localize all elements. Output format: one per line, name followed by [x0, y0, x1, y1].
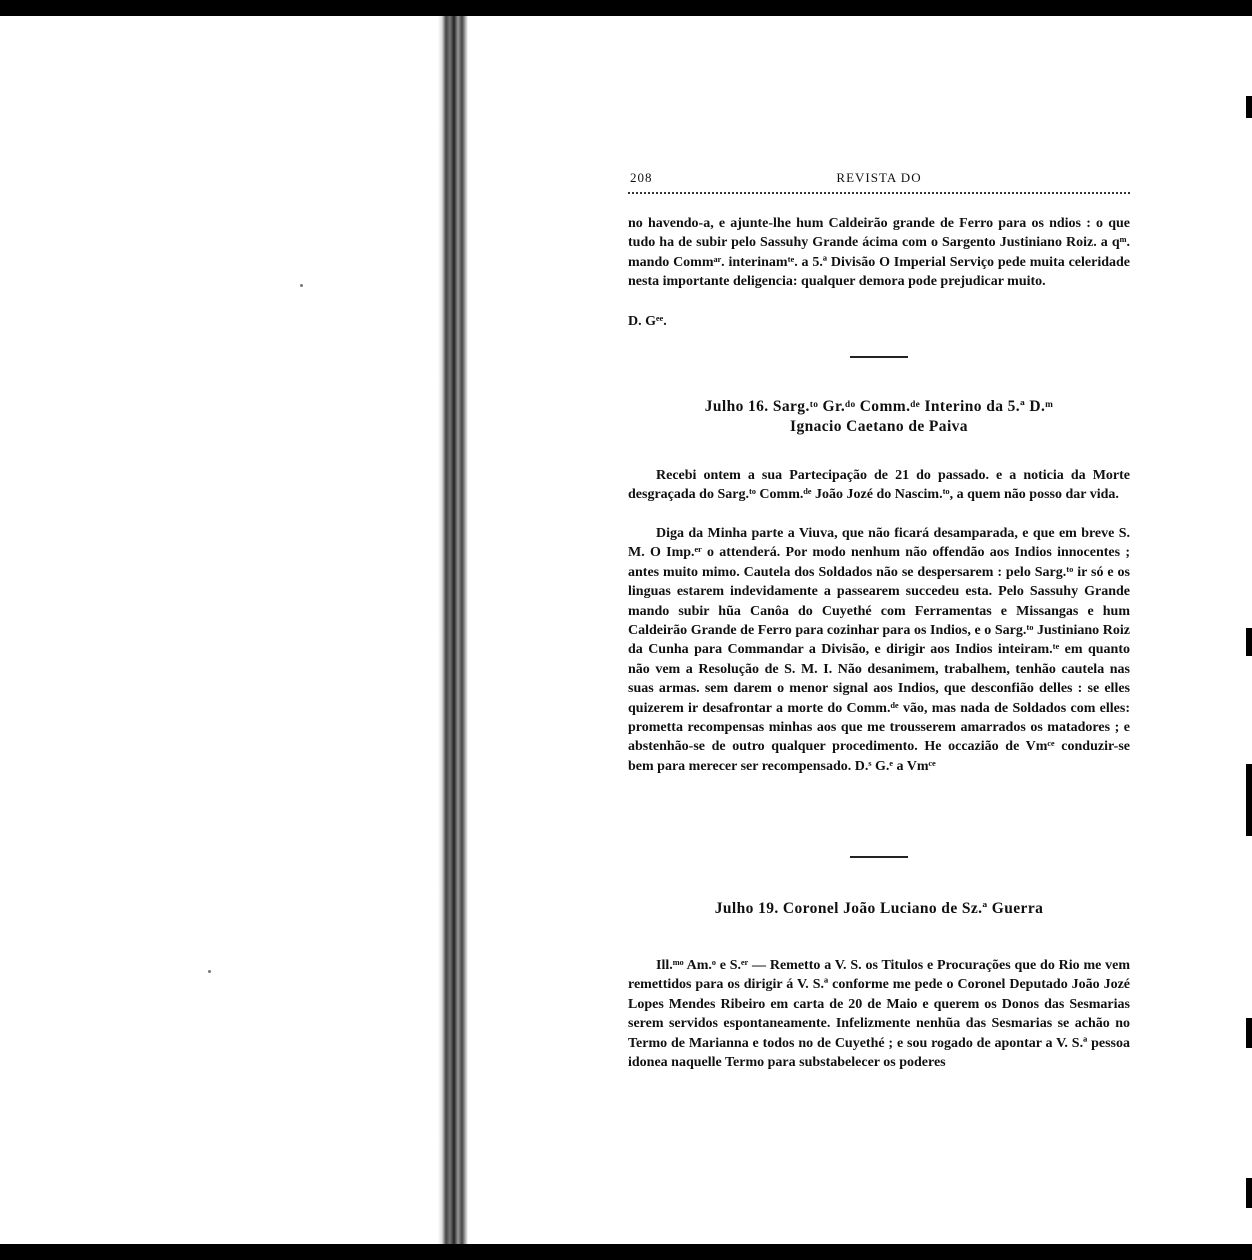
letter-1-signature: D. Gᵉᵉ.: [628, 314, 667, 329]
book-gutter: [438, 16, 468, 1244]
letter-2-heading-line-2: Ignacio Caetano de Paiva: [790, 418, 968, 435]
section-separator: [850, 856, 908, 858]
letter-2-paragraph: Diga da Minha parte a Viuva, que não ficará desamparada, e que em breve S. M. O Imp.ᵉʳ o attenderá. Por modo nenhum não offendão aos Indios innocentes ; antes muito mimo. Cautela dos Soldados não se despersarem : pelo Sarg.ᵗᵒ ir só e os linguas estarem indevidamente a passearem succedeu esta. Pelo Sassuhy Grande mando subir hũa Canôa do Cuyethé com Ferramentas e Missangas e hum Caldeirão Grande de Ferro para cozinhar para os Indios, e o Sarg.ᵗᵒ Justiniano Roiz da Cunha para Commandar a Divisão, e dirigir aos Indios inteiram.ᵗᵉ em quanto não vem a Resolução de S. M. I. Não desanimem, trabalhem, tenhão cautela nas suas armas. sem darem o menor signal aos Indios, que desconfião delles : se elles quizerem ir desafrontar a morte do Comm.ᵈᵉ vão, mas nada de Soldados com elles: prometta recompensas minhas aos que me trousserem amarrados os matadores ; e abstenhão-se de outro qualquer procedimento. He occazião de Vmᶜᵉ conduzir-se bem para merecer ser recompensado. D.ˢ G.ᵉ a Vmᶜᵉ: [628, 526, 1130, 774]
letter-2-paragraph: Recebi ontem a sua Partecipação de 21 do passado. e a noticia da Morte desgraçada do Sarg.ᵗᵒ Comm.ᵈᵉ João Jozé do Nascim.ᵗᵒ, a quem não posso dar vida.: [628, 468, 1130, 503]
scan-bottom-border: [0, 1244, 1252, 1260]
letter-1-paragraph: no havendo-a, e ajunte-lhe hum Caldeirão grande de Ferro para os ndios : o que tudo ha de subir pelo Sassuhy Grande ácima com o Sargento Justiniano Roiz. a qᵐ. mando Commᵃʳ. interinamᵗᵉ. a 5.ª Divisão O Imperial Serviço pede muita celeridade nesta importante deligencia: qualquer demora pode prejudicar muito.: [628, 216, 1130, 290]
edge-mark: [1246, 96, 1252, 118]
edge-mark: [1246, 628, 1252, 656]
edge-mark: [1246, 764, 1252, 836]
running-head: [628, 170, 1130, 190]
book-page: [628, 160, 1130, 1230]
edge-mark: [1246, 1178, 1252, 1208]
right-page-edge: [1232, 16, 1252, 1244]
letter-2-heading-line-1: Julho 16. Sarg.ᵗᵒ Gr.ᵈᵒ Comm.ᵈᵉ Interino da 5.ª D.ᵐ: [704, 398, 1054, 415]
letter-3-paragraph: Ill.ᵐᵒ Am.ᵒ e S.ᵉʳ — Remetto a V. S. os Titulos e Procurações que do Rio me vem remettidos para os dirigir á V. S.ª conforme me pede o Coronel Deputado João Jozé Lopes Mendes Ribeiro em carta de 20 de Maio e querem os Donos das Sesmarias serem servidos espontaneamente. Infelizmente nenhũa das Sesmarias se achão no Termo de Marianna e todos no de Cuyethé ; e sou rogado de apontar a V. S.ª pessoa idonea naquelle Termo para substabelecer os poderes: [628, 958, 1130, 1071]
header-rule: [628, 192, 1130, 194]
scan-speck: [300, 284, 303, 287]
blank-left-page: [0, 16, 438, 1244]
journal-title: REVISTA DO: [836, 170, 922, 185]
letter-3-heading: Julho 19. Coronel João Luciano de Sz.ª Guerra: [714, 900, 1044, 917]
scan-top-border: [0, 0, 1252, 16]
page-number: 208: [630, 170, 653, 185]
edge-mark: [1246, 1018, 1252, 1048]
section-separator: [850, 356, 908, 358]
scan-speck: [208, 970, 211, 973]
